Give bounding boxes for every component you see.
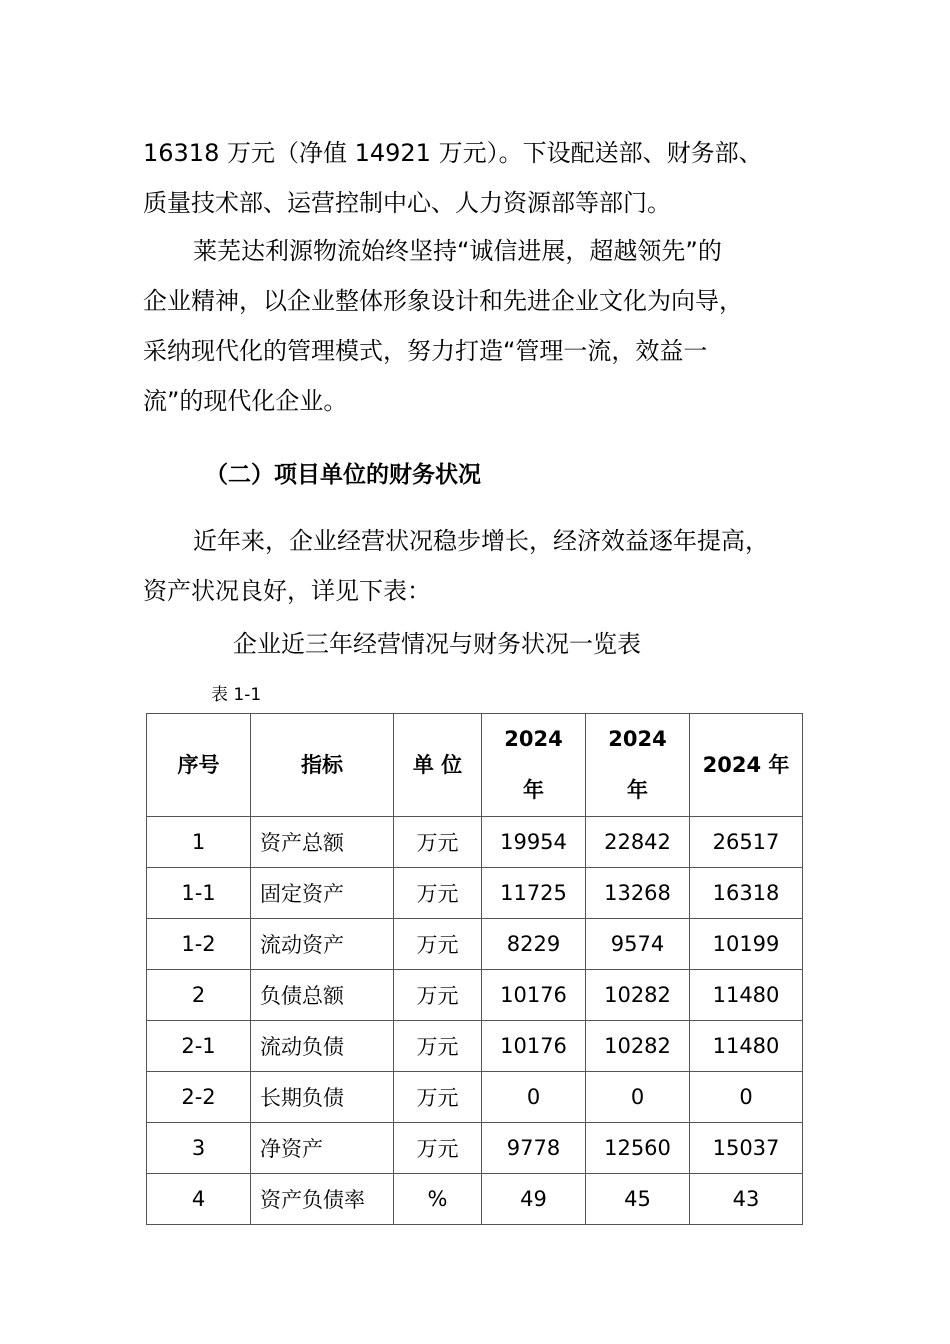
section-heading: （二）项目单位的财务状况 [205,462,481,488]
cell-value-1: 8229 [482,919,586,970]
cell-value-1: 9778 [482,1123,586,1174]
header-year-1-top: 2024 [504,727,563,751]
cell-value-1: 10176 [482,1021,586,1072]
cell-value-1: 19954 [482,817,586,868]
table-header-row [147,714,803,817]
body-text-line: 资产状况良好，详见下表： [143,577,431,605]
cell-value-1: 0 [482,1072,586,1123]
body-text-line: 企业精神，以企业整体形象设计和先进企业文化为向导， [143,287,743,315]
cell-value-3: 15037 [690,1123,803,1174]
cell-unit: 万元 [394,1123,482,1174]
cell-seq: 1 [147,817,251,868]
cell-value-2: 9574 [586,919,690,970]
body-text-line: 流”的现代化企业。 [143,387,348,415]
table-row [147,1174,803,1225]
cell-unit: % [394,1174,482,1225]
table-row [147,868,803,919]
body-text-line: 采纳现代化的管理模式，努力打造“管理一流，效益一 [143,337,708,365]
header-year-1 [482,714,586,817]
cell-unit: 万元 [394,1072,482,1123]
header-year-2-top: 2024 [608,727,667,751]
header-unit: 单 位 [394,714,482,817]
cell-value-3: 11480 [690,970,803,1021]
cell-seq: 1-1 [147,868,251,919]
cell-value-1: 10176 [482,970,586,1021]
cell-value-2: 45 [586,1174,690,1225]
cell-value-2: 12560 [586,1123,690,1174]
cell-indicator: 长期负债 [251,1072,394,1123]
header-seq: 序号 [147,714,251,817]
cell-value-2: 0 [586,1072,690,1123]
table-number: 表 1-1 [211,685,262,705]
header-year-2 [586,714,690,817]
cell-indicator: 流动资产 [251,919,394,970]
cell-value-1: 11725 [482,868,586,919]
body-text-line: 16318 万元（净值 14921 万元）。下设配送部、财务部、 [143,139,763,167]
table-row [147,1123,803,1174]
cell-indicator: 资产负债率 [251,1174,394,1225]
body-text-line: 莱芜达利源物流始终坚持“诚信进展，超越领先”的 [193,237,722,265]
cell-indicator: 负债总额 [251,970,394,1021]
cell-unit: 万元 [394,919,482,970]
cell-unit: 万元 [394,817,482,868]
cell-value-3: 16318 [690,868,803,919]
cell-value-3: 43 [690,1174,803,1225]
cell-indicator: 固定资产 [251,868,394,919]
cell-value-1: 49 [482,1174,586,1225]
cell-value-2: 10282 [586,970,690,1021]
cell-value-2: 22842 [586,817,690,868]
cell-unit: 万元 [394,868,482,919]
cell-value-3: 0 [690,1072,803,1123]
table-row [147,1072,803,1123]
body-text-line: 质量技术部、运营控制中心、人力资源部等部门。 [143,189,671,217]
cell-seq: 4 [147,1174,251,1225]
cell-indicator: 净资产 [251,1123,394,1174]
cell-seq: 2 [147,970,251,1021]
cell-value-3: 11480 [690,1021,803,1072]
header-year-3: 2024 年 [690,714,803,817]
table-row [147,817,803,868]
header-year-2-bottom: 年 [627,778,648,802]
cell-unit: 万元 [394,1021,482,1072]
cell-seq: 3 [147,1123,251,1174]
header-year-1-bottom: 年 [523,778,544,802]
header-indicator: 指标 [251,714,394,817]
cell-seq: 2-2 [147,1072,251,1123]
cell-value-2: 10282 [586,1021,690,1072]
cell-seq: 1-2 [147,919,251,970]
table-caption: 企业近三年经营情况与财务状况一览表 [233,630,641,658]
table-row [147,1021,803,1072]
cell-value-3: 26517 [690,817,803,868]
cell-seq: 2-1 [147,1021,251,1072]
cell-unit: 万元 [394,970,482,1021]
cell-indicator: 流动负债 [251,1021,394,1072]
cell-indicator: 资产总额 [251,817,394,868]
cell-value-3: 10199 [690,919,803,970]
body-text-line: 近年来，企业经营状况稳步增长，经济效益逐年提高， [193,527,769,555]
cell-value-2: 13268 [586,868,690,919]
financial-table [146,713,803,1225]
table-row [147,919,803,970]
table-row [147,970,803,1021]
